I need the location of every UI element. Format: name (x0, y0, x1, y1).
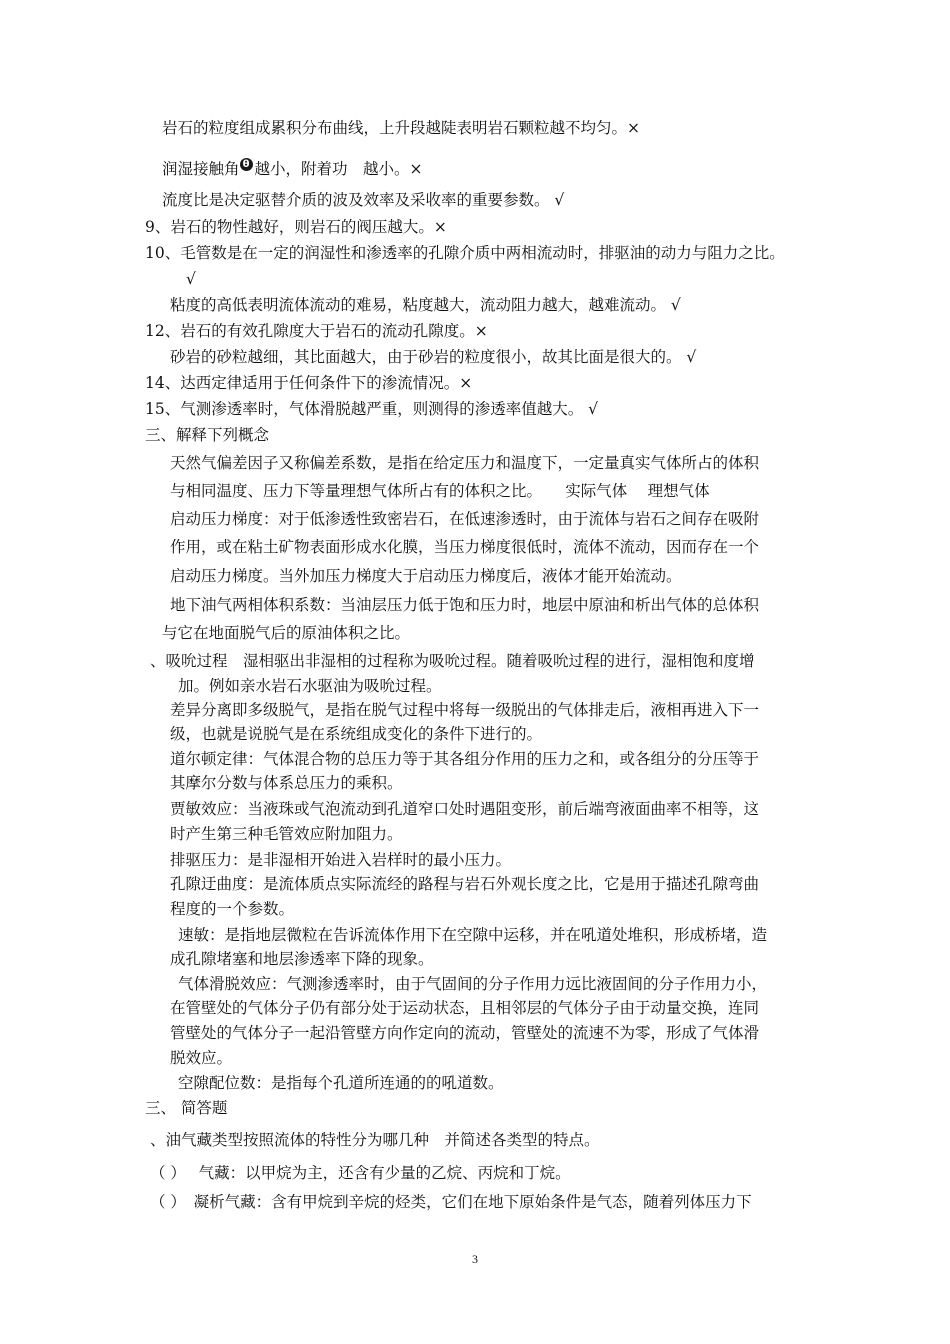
text-line: 10、毛管数是在一定的润湿性和渗透率的孔隙介质中两相流动时，排驱油的动力与阻力之比。 (145, 244, 785, 262)
text-line: 道尔顿定律：气体混合物的总压力等于其各组分作用的压力之和，或各组分的分压等于 (170, 750, 760, 768)
text-line: 启动压力梯度。当外加压力梯度大于启动压力梯度后，液体才能开始流动。 (170, 567, 682, 585)
text-line: 砂岩的砂粒越细，其比面越大，由于砂岩的粒度很小，故其比面是很大的。 √ (170, 348, 697, 366)
text-line: 15、气测渗透率时，气体滑脱越严重，则测得的渗透率值越大。 √ (145, 400, 599, 418)
section-heading: 三、 简答题 (145, 1099, 228, 1117)
text-line: 在管壁处的气体分子仍有部分处于运动状态，且相邻层的气体分子由于动量交换，连同 (170, 999, 760, 1017)
text-line: 空隙配位数：是指每个孔道所连通的的吼道数。 (178, 1074, 504, 1092)
text-line: 速敏：是指地层微粒在告诉流体作用下在空隙中运移，并在吼道处堆积，形成桥堵，造 (178, 926, 768, 944)
text-line: 程度的一个参数。 (170, 900, 295, 918)
theta-icon: θ (240, 158, 253, 171)
page-number: 3 (472, 1252, 478, 1266)
text-line: 粘度的高低表明流体流动的难易，粘度越大，流动阻力越大，越难流动。 √ (170, 296, 681, 314)
text-line: 作用，或在粘土矿物表面形成水化膜，当压力梯度很低时，流体不流动，因而存在一个 (170, 538, 760, 556)
wetting-angle-rest: 越小，附着功 越小。× (254, 160, 423, 178)
text-line: （ ） 凝析气藏：含有甲烷到辛烷的烃类，它们在地下原始条件是气态，随着列体压力下 (150, 1193, 752, 1211)
wetting-angle-label: 润湿接触角 (162, 160, 240, 178)
text-line: 管壁处的气体分子一起沿管壁方向作定向的流动，管壁处的流速不为零，形成了气体滑 (170, 1024, 760, 1042)
text-line: 气体滑脱效应：气测渗透率时，由于气固间的分子作用力远比液固间的分子作用力小， (178, 975, 768, 993)
text-line: 天然气偏差因子又称偏差系数，是指在给定压力和温度下，一定量真实气体所占的体积 (170, 454, 760, 472)
text-line (162, 158, 423, 179)
text-line: 、油气藏类型按照流体的特性分为哪几种 并简述各类型的特点。 (150, 1131, 600, 1149)
text-line: 脱效应。 (170, 1049, 233, 1067)
text-line: 岩石的粒度组成累积分布曲线，上升段越陡表明岩石颗粒越不均匀。× (162, 119, 640, 137)
text-line: （ ） 气藏：以甲烷为主，还含有少量的乙烷、丙烷和丁烷。 (150, 1164, 571, 1182)
text-line: 贾敏效应：当液珠或气泡流动到孔道窄口处时遇阻变形，前后端弯液面曲率不相等，这 (170, 800, 760, 818)
text-line: 其摩尔分数与体系总压力的乘积。 (170, 774, 403, 792)
text-line: 启动压力梯度：对于低渗透性致密岩石，在低速渗透时，由于流体与岩石之间存在吸附 (170, 510, 760, 528)
text-line: 与它在地面脱气后的原油体积之比。 (162, 624, 411, 642)
text-line: 、吸吮过程 湿相驱出非湿相的过程称为吸吮过程。随着吸吮过程的进行，湿相饱和度增 (150, 652, 755, 670)
text-line: 差异分离即多级脱气，是指在脱气过程中将每一级脱出的气体排走后，液相再进入下一 (170, 701, 760, 719)
text-line: 与相同温度、压力下等量理想气体所占有的体积之比。 实际气体 理想气体 (170, 482, 710, 500)
text-line: 级，也就是说脱气是在系统组成变化的条件下进行的。 (170, 725, 543, 743)
text-line: 地下油气两相体积系数：当油层压力低于饱和压力时，地层中原油和析出气体的总体积 (170, 596, 760, 614)
text-line: 孔隙迂曲度：是流体质点实际流经的路程与岩石外观长度之比，它是用于描述孔隙弯曲 (170, 875, 760, 893)
text-line: 加。例如亲水岩石水驱油为吸吮过程。 (178, 677, 442, 695)
section-heading: 三、解释下列概念 (145, 426, 270, 444)
text-line: √ (186, 270, 196, 288)
text-line: 14、达西定律适用于任何条件下的渗流情况。× (145, 374, 473, 392)
text-line: 成孔隙堵塞和地层渗透率下降的现象。 (170, 950, 434, 968)
text-line: 9、岩石的物性越好，则岩石的阀压越大。× (145, 218, 447, 236)
text-line: 12、岩石的有效孔隙度大于岩石的流动孔隙度。× (145, 322, 488, 340)
text-line: 时产生第三种毛管效应附加阻力。 (170, 825, 403, 843)
text-line: 流度比是决定驱替介质的波及效率及采收率的重要参数。 √ (162, 191, 565, 209)
text-line: 排驱压力：是非湿相开始进入岩样时的最小压力。 (170, 851, 512, 869)
